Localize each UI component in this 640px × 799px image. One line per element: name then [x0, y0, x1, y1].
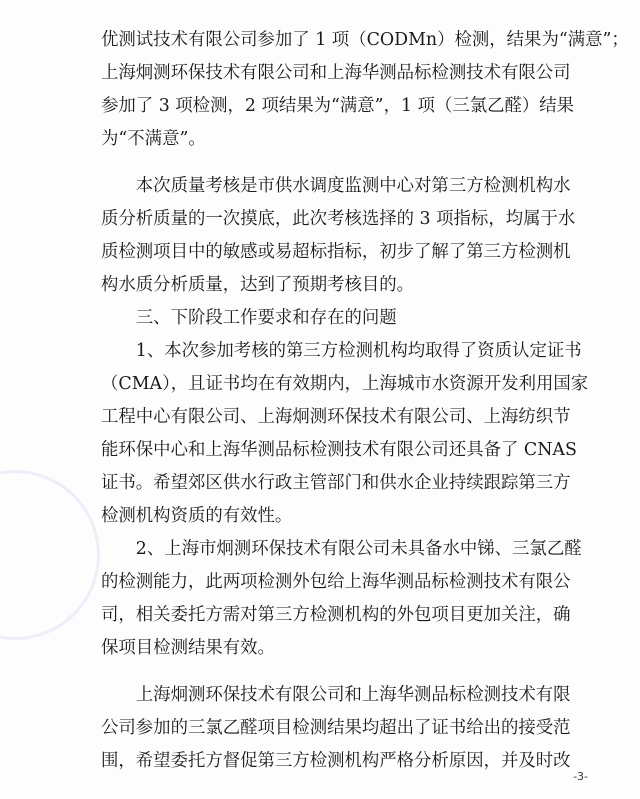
text-line: 上海炯测环保技术有限公司和上海华测品标检测技术有限 — [101, 685, 571, 705]
text-line: 优测试技术有限公司参加了 1 项（CODMn）检测，结果为“满意”； — [101, 30, 629, 50]
text-line: 1、本次参加考核的第三方检测机构均取得了资质认定证书 — [101, 341, 582, 361]
text-line: 构水质分析质量，达到了预期考核目的。 — [101, 275, 415, 295]
text-line: 质检测项目中的敏感或易超标指标，初步了解了第三方检测机 — [101, 242, 571, 262]
section-heading: 三、下阶段工作要求和存在的问题 — [101, 308, 397, 328]
text-line: 能环保中心和上海华测品标检测技术有限公司还具备了 CNAS — [101, 440, 577, 460]
text-line: 质分析质量的一次摸底，此次考核选择的 3 项指标，均属于水 — [101, 209, 576, 229]
text-line: 的检测能力，此两项检测外包给上海华测品标检测技术有限公 — [101, 572, 571, 592]
text-line: 上海炯测环保技术有限公司和上海华测品标检测技术有限公司 — [101, 63, 571, 83]
text-line: 检测机构资质的有效性。 — [101, 506, 293, 526]
text-line: 围，希望委托方督促第三方检测机构严格分析原因，并及时改 — [101, 751, 571, 771]
faded-stamp-seal — [0, 470, 100, 640]
text-line: 为“不满意”。 — [101, 129, 206, 149]
text-line: 证书。希望郊区供水行政主管部门和供水企业持续跟踪第三方 — [101, 473, 571, 493]
text-line: 参加了 3 项检测，2 项结果为“满意”，1 项（三氯乙醛）结果 — [101, 96, 575, 116]
text-line: 2、上海市炯测环保技术有限公司未具备水中锑、三氯乙醛 — [101, 539, 582, 559]
text-line: 公司参加的三氯乙醛项目检测结果均超出了证书给出的接受范 — [101, 718, 571, 738]
text-line: 司，相关委托方需对第三方检测机构的外包项目更加关注，确 — [101, 605, 571, 625]
page-number: -3- — [573, 770, 588, 783]
text-line: 保项目检测结果有效。 — [101, 638, 275, 658]
text-line: 工程中心有限公司、上海炯测环保技术有限公司、上海纺织节 — [101, 407, 571, 427]
document-body — [101, 24, 629, 778]
text-line: （CMA），且证书均在有效期内，上海城市水资源开发利用国家 — [101, 374, 589, 394]
text-line: 本次质量考核是市供水调度监测中心对第三方检测机构水 — [101, 176, 571, 196]
